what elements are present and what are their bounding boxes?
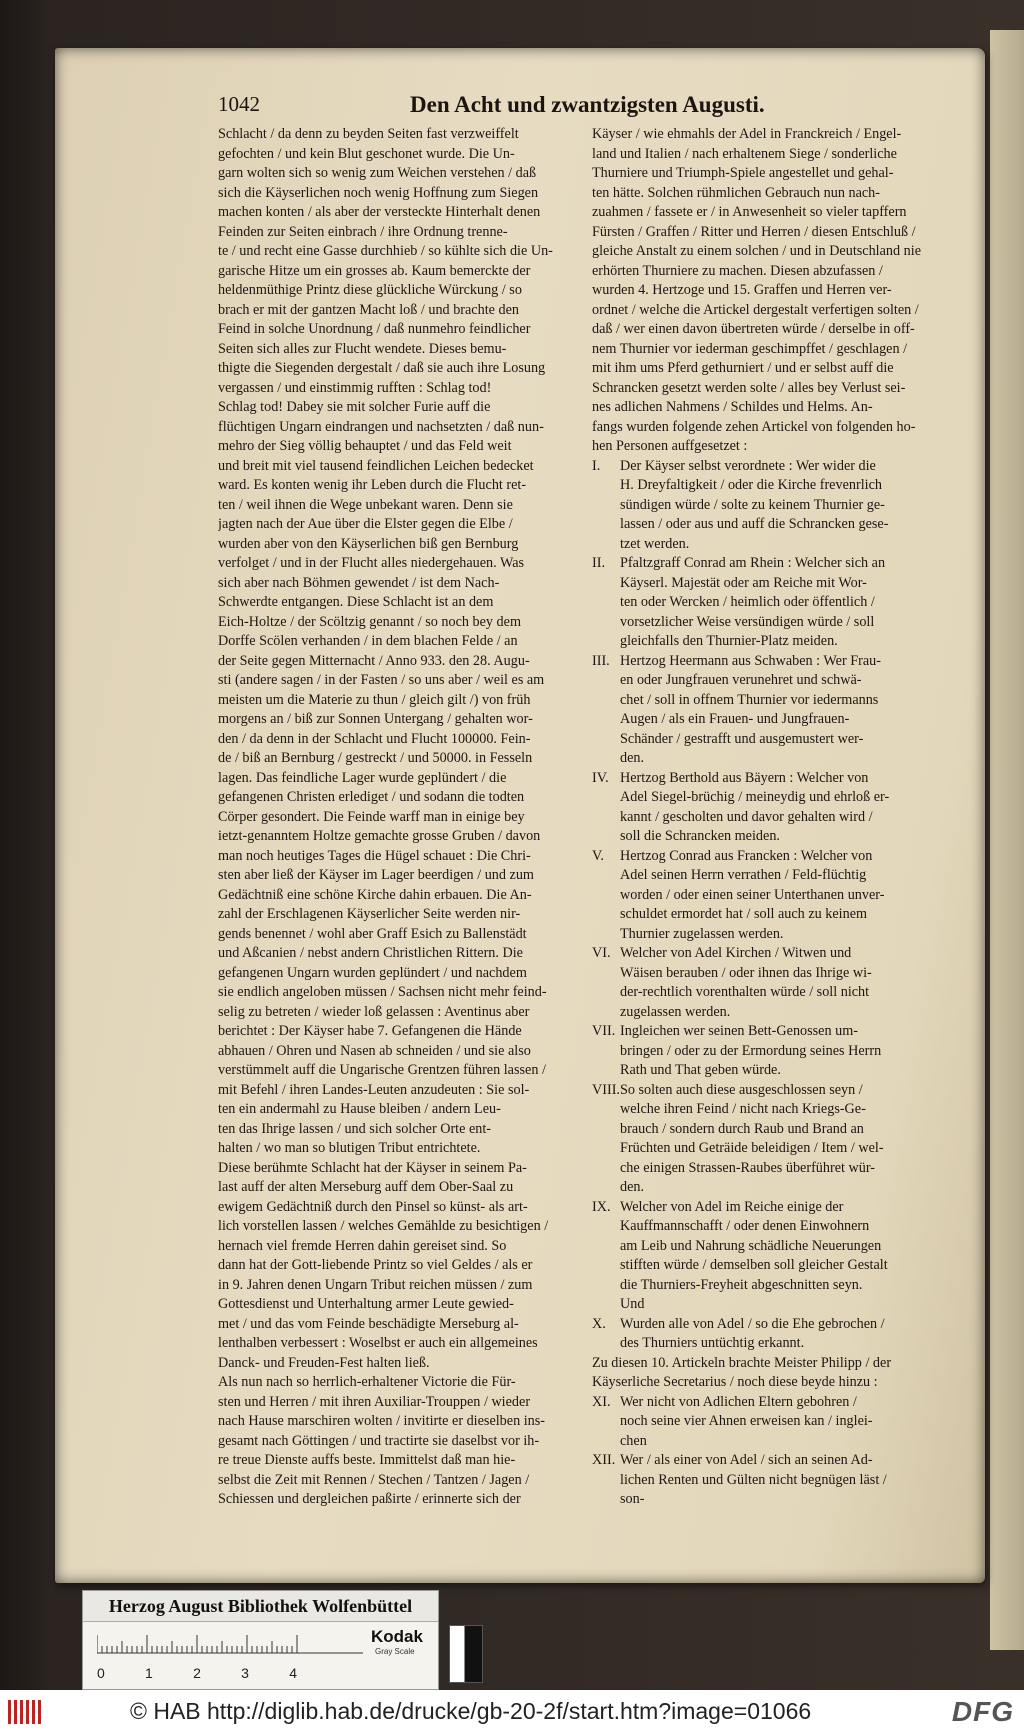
text-line: gefochten / und kein Blut geschonet wurde. Die Un- bbox=[218, 145, 515, 162]
text-line: ten ein andermahl zu Hause bleiben / andern Leu- bbox=[218, 1101, 501, 1117]
text-line: zahl der Erschlagenen Käyserlicher Seite werden nir- bbox=[218, 906, 521, 922]
article-text bbox=[620, 554, 947, 652]
text-line: en oder Jungfrauen verunehret und schwä- bbox=[620, 672, 862, 688]
text-line: Feind in solche Unordnung / daß nunmehro feindlicher bbox=[218, 321, 531, 337]
article-number: VII. bbox=[592, 1023, 616, 1039]
text-line: ten das Ihrige lassen / und sich solcher Orte ent- bbox=[218, 1120, 492, 1137]
text-line: Cörper gesondert. Die Feinde warff man in einige bey bbox=[218, 808, 525, 825]
text-line: Zu diesen 10. Artickeln brachte Meister Philipp / der bbox=[592, 1354, 892, 1371]
article-item bbox=[592, 1451, 947, 1510]
text-line: verstümmelt auff die Ungarische Grentzen führen lassen / bbox=[218, 1062, 546, 1078]
text-line: ten / weil ihnen die Wege unbekant waren. Denn sie bbox=[218, 496, 513, 513]
text-line: Schlag tod! Dabey sie mit solcher Furie auff die bbox=[218, 399, 491, 415]
text-line: Wer nicht von Adlichen Eltern gebohren / bbox=[620, 1393, 857, 1410]
text-line: gleiche Anstalt zu einem solchen / und in Deutschland nie bbox=[592, 243, 921, 259]
text-line: welche ihren Feind / nicht nach Kriegs-Ge- bbox=[620, 1101, 866, 1117]
text-line: Schiessen und dergleichen paßirte / erinnerte sich der bbox=[218, 1491, 521, 1507]
text-line: den. bbox=[620, 750, 645, 766]
article-text bbox=[620, 1393, 947, 1452]
text-line: der Seite gegen Mitternacht / Anno 933. den 28. Augu- bbox=[218, 652, 530, 669]
text-line: meisten um die Materie zu thun / gleich gilt /) von früh bbox=[218, 691, 531, 708]
text-line: daß / wer einen davon übertreten würde / derselbe in off- bbox=[592, 321, 915, 337]
article-text bbox=[620, 457, 947, 555]
text-line: kannt / gescholten und davor gehalten wird / bbox=[620, 808, 873, 825]
text-line: stifften würde / demselben soll gleicher Gestalt bbox=[620, 1257, 888, 1273]
text-line: jagten nach der Aue über die Elster gegen die Elbe / bbox=[218, 516, 513, 532]
text-line: re treue Dienste auffs beste. Immittelst daß man hie- bbox=[218, 1452, 516, 1468]
next-page-edge bbox=[990, 30, 1024, 1650]
text-line: son- bbox=[620, 1491, 645, 1507]
text-line: Thurniere und Triumph-Spiele angestellet und gehal- bbox=[592, 165, 894, 181]
text-line: hernach viel fremde Herren dahin gereiset sind. So bbox=[218, 1237, 507, 1254]
article-text bbox=[620, 1315, 947, 1354]
left-column bbox=[218, 125, 573, 1510]
article-number: XII. bbox=[592, 1452, 616, 1468]
text-line: lassen / oder aus und auff die Schrancken gese- bbox=[620, 516, 889, 532]
text-line: Gottesdienst und Unterhaltung armer Leute gewied- bbox=[218, 1296, 514, 1312]
text-line: nem Thurnier vor iederman geschimpffet / geschlagen / bbox=[592, 340, 908, 357]
kodak-label: Kodak bbox=[371, 1627, 423, 1646]
text-line: selbst die Zeit mit Rennen / Stechen / Tantzen / Jagen / bbox=[218, 1471, 530, 1488]
text-line: Fürsten / Graffen / Ritter und Herren / diesen Entschluß / bbox=[592, 223, 916, 240]
article-text bbox=[620, 944, 947, 1022]
text-line: am Leib und Nahrung schädliche Neuerungen bbox=[620, 1237, 882, 1254]
text-line: die Thurniers-Freyheit abgeschnitten seyn. bbox=[620, 1276, 863, 1293]
text-line: Der Käyser selbst verordnete : Wer wider die bbox=[620, 457, 876, 474]
dfg-logo: DFG bbox=[951, 1696, 1014, 1727]
ruler-number: 4 bbox=[289, 1665, 297, 1681]
text-line: Wurden alle von Adel / so die Ehe gebrochen / bbox=[620, 1315, 885, 1332]
running-title: Den Acht und zwantzigsten Augusti. bbox=[410, 92, 765, 117]
article-number: I. bbox=[592, 457, 601, 474]
article-item bbox=[592, 554, 947, 652]
text-line: land und Italien / nach erhaltenem Siege / sonderliche bbox=[592, 145, 897, 162]
article-item bbox=[592, 769, 947, 847]
article-item bbox=[592, 1315, 947, 1354]
right-column bbox=[592, 125, 947, 1510]
text-line: Schrancken gesetzt werden solte / alles bey Verlust sei- bbox=[592, 379, 906, 396]
text-line: Käyserl. Majestät oder am Reiche mit Wor- bbox=[620, 574, 867, 591]
text-line: hen Personen auffgesetzet : bbox=[592, 438, 748, 454]
text-line: zugelassen werden. bbox=[620, 1003, 731, 1020]
text-line: Schlacht / da denn zu beyden Seiten fast verzweiffelt bbox=[218, 126, 519, 142]
text-line: zuahmen / fassete er / in Anwesenheit so vieler tapffern bbox=[592, 204, 907, 220]
text-line: flüchtigen Ungarn eindrangen und nachsetzten / daß nun- bbox=[218, 418, 544, 435]
text-line: Hertzog Conrad aus Francken : Welcher von bbox=[620, 847, 873, 864]
text-line: Käyserliche Secretarius / noch diese beyde hinzu : bbox=[592, 1374, 878, 1390]
article-number: VIII. bbox=[592, 1081, 620, 1098]
copyright-url[interactable]: © HAB http://diglib.hab.de/drucke/gb-20-2f/start.htm?image=01066 bbox=[130, 1698, 812, 1724]
text-line: machen konten / als aber der versteckte Hinterhalt denen bbox=[218, 204, 541, 220]
text-line: nes adlichen Nahmens / Schildes und Helms. An- bbox=[592, 399, 873, 415]
text-line: Kauffmannschafft / oder denen Einwohnern bbox=[620, 1218, 870, 1234]
text-line: mehro der Sieg völlig behauptet / und das Feld weit bbox=[218, 438, 512, 454]
text-line: erhörten Thurniere zu machen. Diesen abzufassen / bbox=[592, 262, 883, 279]
text-line: Welcher von Adel im Reiche einige der bbox=[620, 1198, 844, 1215]
text-line: wurden aber von den Käyserlichen biß gen Bernburg bbox=[218, 535, 519, 552]
text-line: bringen / oder zu der Ermordung seines Herrn bbox=[620, 1042, 882, 1059]
article-text bbox=[620, 1451, 947, 1510]
ruler-number: 3 bbox=[241, 1665, 249, 1681]
text-line: ewigem Gedächtniß durch den Pinsel so künst- als art- bbox=[218, 1198, 528, 1215]
text-line: ten oder Wercken / heimlich oder öffentlich / bbox=[620, 594, 875, 610]
text-line: sten und Herren / mit ihren Auxiliar-Trouppen / wieder bbox=[218, 1393, 531, 1410]
text-line: Käyser / wie ehmahls der Adel in Franckreich / Engel- bbox=[592, 126, 902, 142]
text-line: Und bbox=[620, 1296, 645, 1312]
kodak-subtitle: Gray Scale bbox=[375, 1647, 415, 1656]
text-line: sündigen würde / solte zu keinem Thurnier ge- bbox=[620, 496, 885, 513]
text-line: wurden 4. Hertzoge und 15. Graffen und Herren ver- bbox=[592, 282, 892, 298]
text-line: de / biß an Bernburg / gestreckt / und 50000. in Fesseln bbox=[218, 750, 533, 766]
text-line: vorsetzlicher Weise versündigen würde / soll bbox=[620, 613, 875, 630]
text-line: Welcher von Adel Kirchen / Witwen und bbox=[620, 945, 852, 961]
text-line: Dorffe Scölen verhanden / in dem blachen Felde / an bbox=[218, 633, 518, 649]
text-line: worden / oder einen seiner Unterthanen unver- bbox=[620, 886, 885, 903]
text-line: berichtet : Der Käyser habe 7. Gefangenen die Hände bbox=[218, 1023, 522, 1039]
text-line: So solten auch diese ausgeschlossen seyn / bbox=[620, 1081, 863, 1098]
article-text bbox=[620, 1081, 947, 1198]
text-line: Diese berühmte Schlacht hat der Käyser in seinem Pa- bbox=[218, 1159, 527, 1176]
text-line: Thurnier zugelassen werden. bbox=[620, 925, 784, 942]
ruler-numbers bbox=[97, 1665, 297, 1681]
text-line: halten / wo man so blutigen Tribut entrichtete. bbox=[218, 1140, 481, 1156]
text-line: chen bbox=[620, 1432, 647, 1449]
text-line: lagen. Das feindliche Lager wurde geplündert / die bbox=[218, 769, 507, 786]
text-line: Hertzog Heermann aus Schwaben : Wer Frau- bbox=[620, 652, 881, 669]
article-number: III. bbox=[592, 652, 610, 669]
article-number: XI. bbox=[592, 1393, 611, 1410]
text-line: Hertzog Berthold aus Bäyern : Welcher von bbox=[620, 769, 869, 786]
article-text bbox=[620, 652, 947, 769]
text-line: und breit mit viel tausend feindlichen Leichen bedecket bbox=[218, 457, 534, 474]
text-line: sich aber nach Böhmen gewendet / ist dem Nach- bbox=[218, 574, 500, 591]
article-item bbox=[592, 1198, 947, 1315]
text-line: fangs wurden folgende zehen Artickel von folgenden ho- bbox=[592, 418, 916, 435]
text-line: te / und recht eine Gasse durchhieb / so kühlte sich die Un- bbox=[218, 243, 553, 259]
text-line: schuldet ermordet hat / soll auch zu keinem bbox=[620, 906, 868, 922]
text-line: abhauen / Ohren und Nasen ab schneiden / und sie also bbox=[218, 1042, 531, 1059]
text-line: garische Hitze um ein grosses ab. Kaum bemerckte der bbox=[218, 262, 531, 279]
text-line: der-rechtlich vorenthalten würde / soll nicht bbox=[620, 984, 870, 1000]
ruler-number: 1 bbox=[145, 1665, 153, 1681]
text-line: Früchten und Geträide beleidigen / Item / wel- bbox=[620, 1140, 884, 1156]
text-line: ward. Es konten wenig ihr Leben durch die Flucht ret- bbox=[218, 477, 527, 493]
article-number: V. bbox=[592, 847, 604, 864]
text-line: dann hat der Gott-liebende Printz so viel Geldes / als er bbox=[218, 1257, 533, 1273]
text-line: selig zu betreten / wieder loß gelassen : Aventinus aber bbox=[218, 1003, 530, 1020]
text-line: met / und das vom Feinde beschädigte Merseburg al- bbox=[218, 1315, 519, 1332]
color-target bbox=[82, 1590, 439, 1690]
library-label: Herzog August Bibliothek Wolfenbüttel bbox=[83, 1591, 438, 1622]
text-line: che einigen Strassen-Raubes überführet wür- bbox=[620, 1159, 876, 1176]
text-line: sie endlich angeloben müssen / Sachsen nicht mehr feind- bbox=[218, 984, 547, 1000]
text-line: Adel Siegel-brüchig / meineydig und ehrloß er- bbox=[620, 789, 890, 805]
text-line: Gedächtniß eine schöne Kirche dahin erbauen. Die An- bbox=[218, 886, 532, 903]
text-line: Schänder / gestrafft und ausgemustert wer- bbox=[620, 730, 864, 747]
text-line: gefangenen Christen erlediget / und sodann die todten bbox=[218, 789, 525, 805]
article-number: II. bbox=[592, 555, 605, 571]
text-line: gleichfalls den Thurnier-Platz meiden. bbox=[620, 633, 838, 649]
text-line: sich die Käyserlichen noch wenig Hoffnung zum Siegen bbox=[218, 184, 539, 201]
page-header bbox=[218, 92, 765, 126]
text-line: lichen Renten und Gülten nicht begnügen läst / bbox=[620, 1471, 887, 1488]
article-number: IV. bbox=[592, 769, 609, 786]
text-line: tzet werden. bbox=[620, 535, 690, 552]
article-item bbox=[592, 944, 947, 1022]
page-number: 1042 bbox=[218, 92, 260, 116]
text-line: den. bbox=[620, 1179, 645, 1195]
article-item bbox=[592, 847, 947, 945]
text-line: chet / soll in offnem Thurnier vor iedermanns bbox=[620, 691, 879, 708]
text-line: gefangenen Ungarn wurden geplündert / und nachdem bbox=[218, 964, 527, 981]
text-line: lich vorstellen lassen / welches Gemählde zu besichtigen / bbox=[218, 1218, 549, 1234]
text-line: gends benennet / wohl aber Graff Esich zu Ballenstädt bbox=[218, 925, 527, 942]
text-line: Seiten sich alles zur Flucht wendete. Dieses bemu- bbox=[218, 340, 507, 357]
text-line: ten hätte. Solchen rühmlichen Gebrauch nun nach- bbox=[592, 184, 880, 201]
text-line: Danck- und Freuden-Fest halten ließ. bbox=[218, 1354, 430, 1371]
text-line: Wer / als einer von Adel / sich an seinen Ad- bbox=[620, 1452, 873, 1468]
article-number: VI. bbox=[592, 945, 611, 961]
article-item bbox=[592, 1081, 947, 1198]
text-line: brach er mit der gantzen Macht loß / und brachte den bbox=[218, 301, 519, 318]
text-line: sti (andere sagen / in der Fasten / so uns aber / weil es am bbox=[218, 672, 545, 688]
text-line: mit Befehl / ihren Landes-Leuten anzudeuten : Sie sol- bbox=[218, 1081, 530, 1098]
text-line: sten aber ließ der Käyser im Lager beerdigen / und zum bbox=[218, 867, 534, 883]
text-line: brauch / sondern durch Raub und Brand an bbox=[620, 1120, 864, 1137]
text-line: den / da denn in der Schlacht und Flucht 100000. Fein- bbox=[218, 730, 531, 747]
text-line: mit ihm ums Pferd gethurniert / und er selbst auff die bbox=[592, 360, 894, 376]
article-item bbox=[592, 1022, 947, 1081]
article-number: IX. bbox=[592, 1198, 611, 1215]
text-line: H. Dreyfaltigkeit / oder die Kirche frevenrlich bbox=[620, 477, 882, 493]
article-text bbox=[620, 1198, 947, 1315]
article-number: X. bbox=[592, 1315, 606, 1332]
text-line: noch seine vier Ahnen erweisen kan / inglei- bbox=[620, 1413, 873, 1429]
text-line: last auff der alten Merseburg auff dem Ober-Saal zu bbox=[218, 1179, 514, 1195]
text-line: nach Hause marschiren wolten / invitirte er dieselben ins- bbox=[218, 1413, 545, 1429]
ruler-number: 0 bbox=[97, 1665, 105, 1681]
text-line: Augen / als ein Frauen- und Jungfrauen- bbox=[620, 711, 850, 727]
text-line: ordnet / welche die Artickel dergestalt verfertigen solten / bbox=[592, 301, 919, 318]
text-line: thigte die Siegenden dergestalt / daß sie auch ihre Losung bbox=[218, 360, 546, 376]
text-line: Rath und That geben würde. bbox=[620, 1062, 781, 1078]
gray-scale-swatch bbox=[449, 1625, 483, 1683]
text-line: Feinden zur Seiten einbrach / ihre Ordnung trenne- bbox=[218, 223, 508, 240]
text-line: soll die Schrancken meiden. bbox=[620, 828, 780, 844]
text-line: Als nun nach so herrlich-erhaltener Victorie die Für- bbox=[218, 1374, 516, 1390]
text-line: vergassen / und einstimmig rufften : Schlag tod! bbox=[218, 379, 492, 396]
article-item bbox=[592, 457, 947, 555]
article-text bbox=[620, 769, 947, 847]
text-line: Adel seinen Herrn verrathen / Feld-flüchtig bbox=[620, 867, 867, 883]
text-line: lenthalben verbessert : Woselbst er auch ein allgemeines bbox=[218, 1335, 538, 1351]
text-line: man noch heutiges Tages die Hügel schauet : Die Chri- bbox=[218, 847, 531, 864]
text-line: ietzt-genanntem Holtze gemachte grosse Gruben / davon bbox=[218, 828, 541, 844]
ruler-number: 2 bbox=[193, 1665, 201, 1681]
text-line: des Thurniers untüchtig erkannt. bbox=[620, 1335, 805, 1351]
text-line: in 9. Jahren denen Ungarn Tribut reichen müssen / zum bbox=[218, 1276, 533, 1293]
text-line: Wäisen berauben / oder ihnen das Ihrige wi- bbox=[620, 964, 872, 981]
ruler-scale bbox=[97, 1629, 363, 1655]
text-line: gesamt nach Göttingen / und tractirte sie daselbst vor ih- bbox=[218, 1432, 540, 1449]
footer-bar bbox=[0, 1690, 1024, 1734]
article-text bbox=[620, 1022, 947, 1081]
article-item bbox=[592, 652, 947, 769]
text-line: morgens an / biß zur Sonnen Untergang / gehalten wor- bbox=[218, 711, 533, 727]
text-line: Schwerdte entgangen. Diese Schlacht ist an dem bbox=[218, 594, 494, 610]
hab-logo-icon bbox=[6, 1696, 46, 1728]
article-item bbox=[592, 1393, 947, 1452]
text-line: Pfaltzgraff Conrad am Rhein : Welcher sich an bbox=[620, 555, 886, 571]
article-text bbox=[620, 847, 947, 945]
text-line: und Aßcanien / nebst andern Christlichen Rittern. Die bbox=[218, 945, 523, 961]
text-line: Ingleichen wer seinen Bett-Genossen um- bbox=[620, 1023, 858, 1039]
text-line: heldenmüthige Printz diese glückliche Würckung / so bbox=[218, 282, 522, 298]
text-line: Eich-Holtze / der Scöltzig genannt / so noch bey dem bbox=[218, 613, 521, 630]
text-line: garn wolten sich so wenig zum Weichen verstehen / daß bbox=[218, 165, 537, 181]
text-line: verfolget / und in der Flucht alles niedergehauen. Was bbox=[218, 555, 525, 571]
